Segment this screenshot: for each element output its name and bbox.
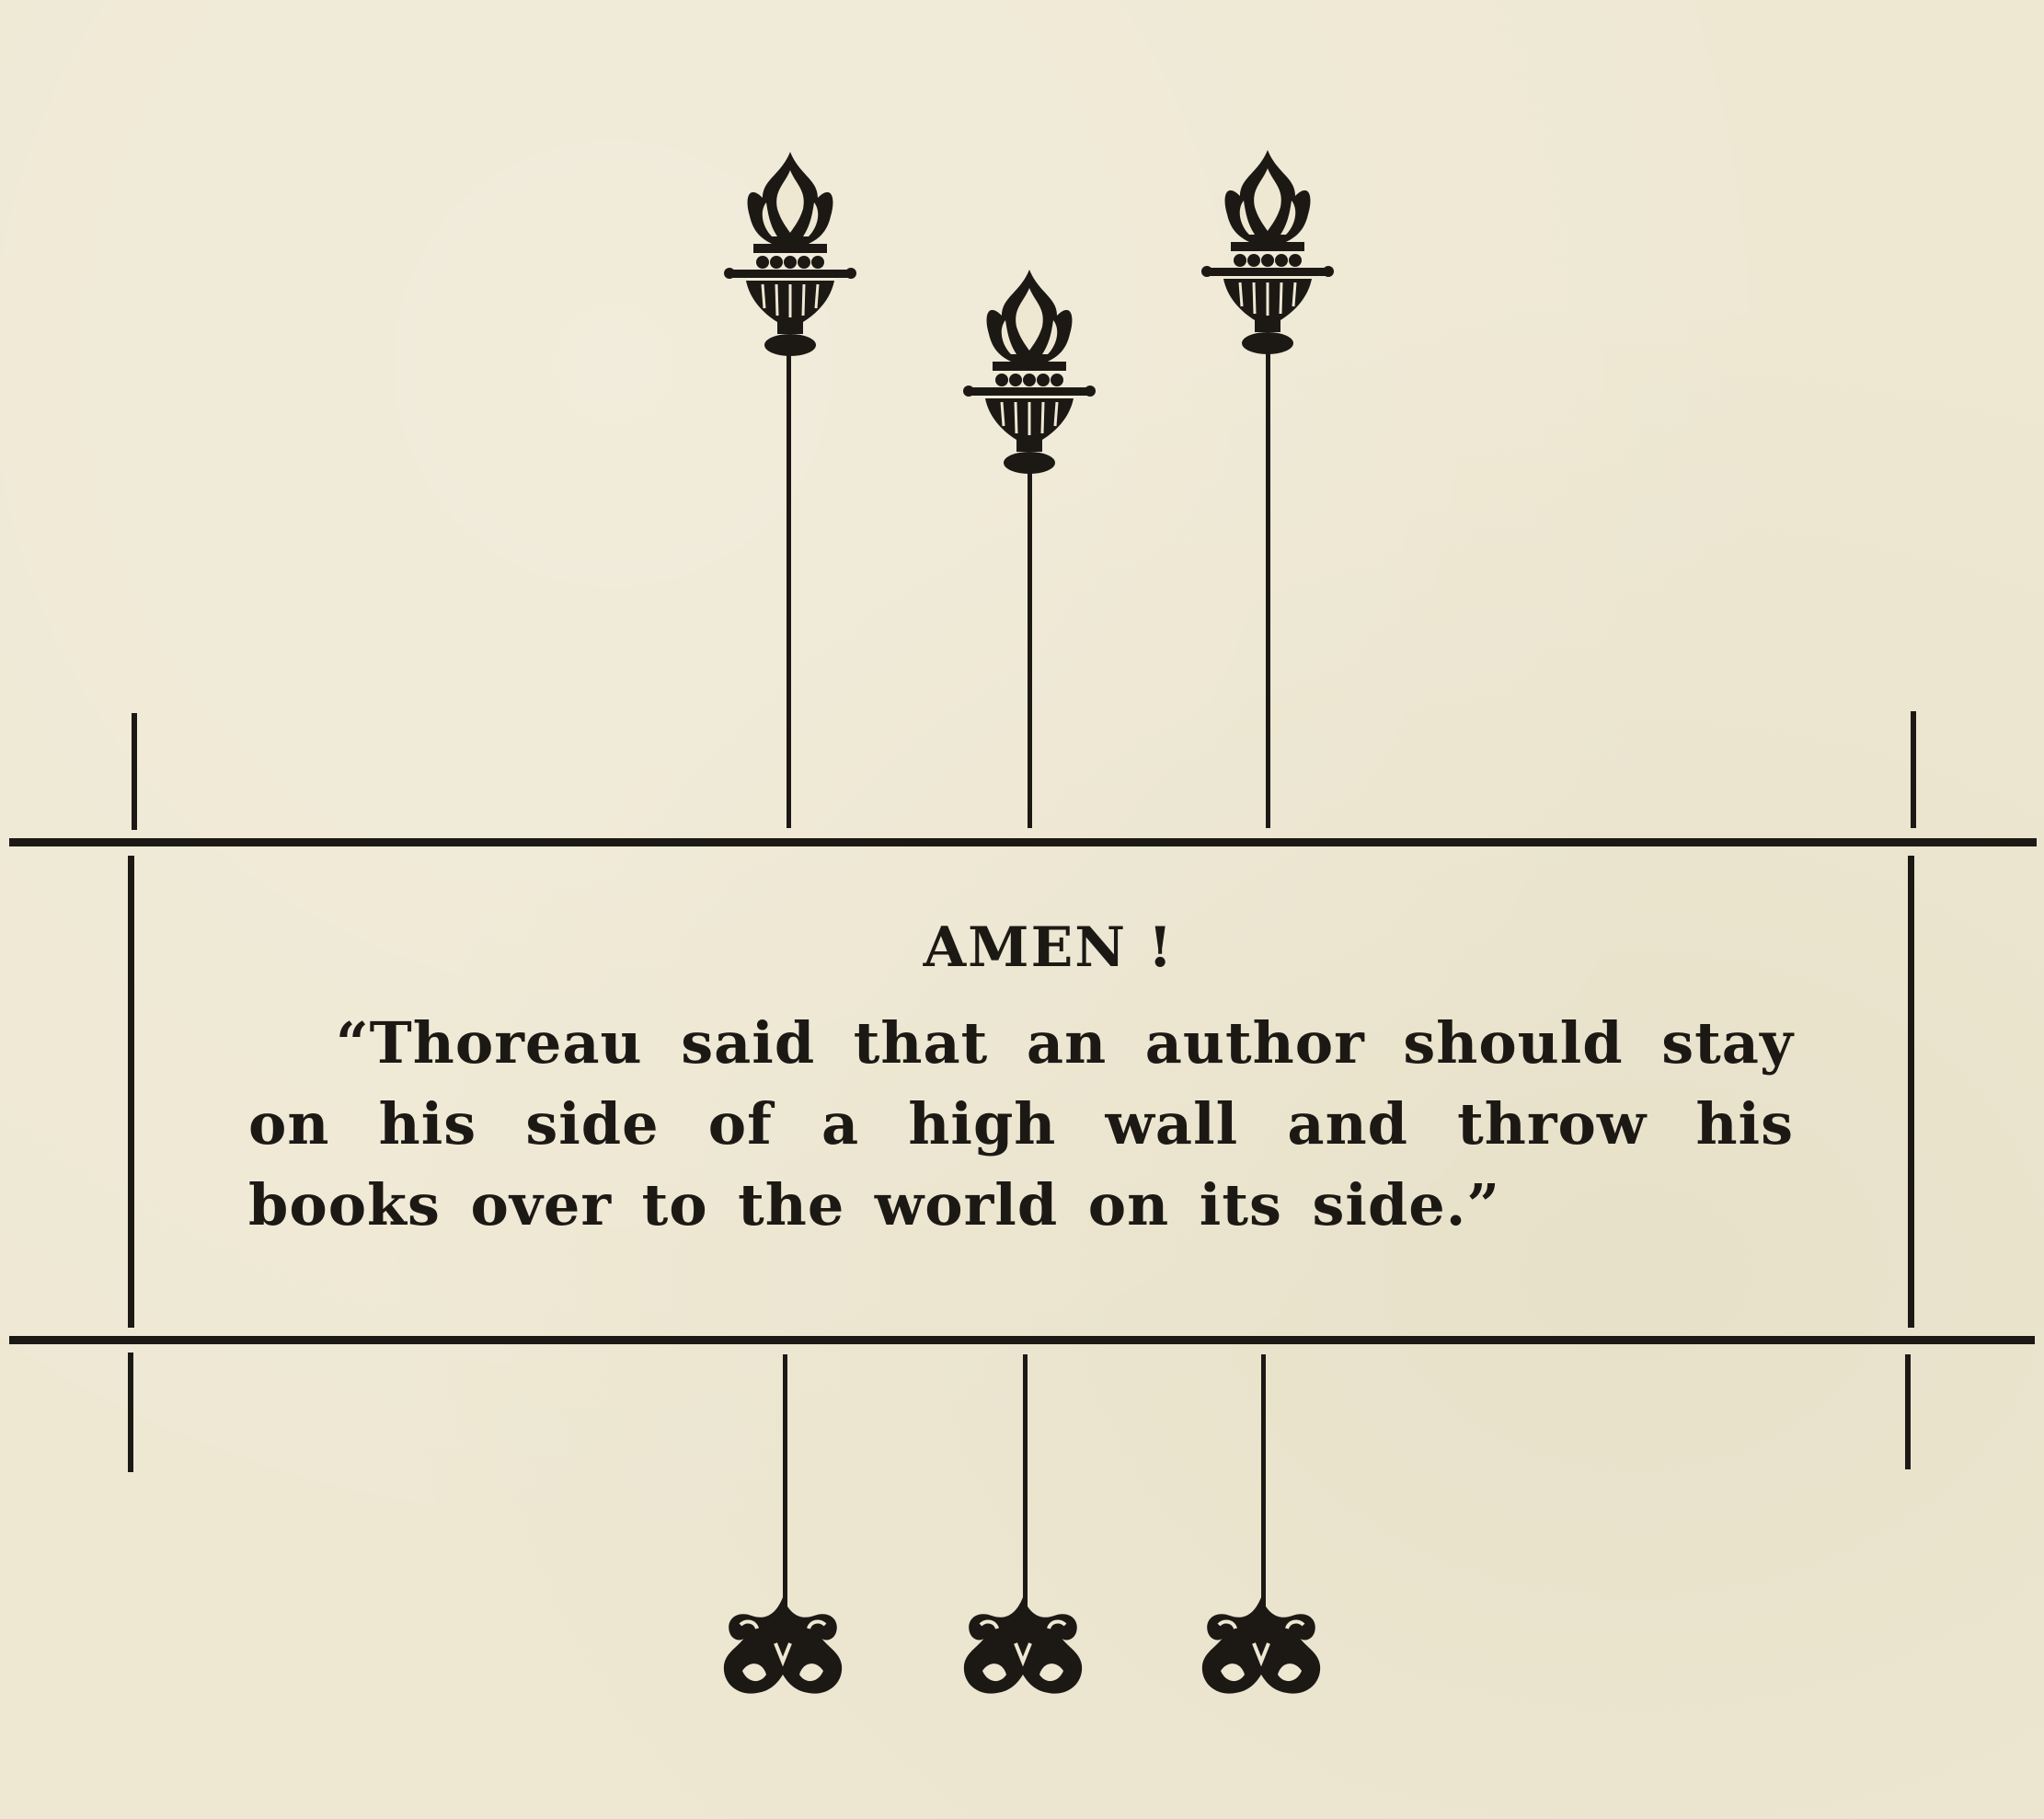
quote-card — [248, 915, 1794, 1246]
lily-icon-right — [1202, 1354, 1320, 1694]
torch-icon-center — [963, 270, 1096, 828]
torch-icon-left — [724, 152, 856, 828]
bottom-rule — [9, 1336, 2035, 1344]
lily-icon-left — [724, 1354, 842, 1694]
lily-icon-center — [964, 1354, 1082, 1694]
card-heading: AMEN ! — [923, 915, 1175, 980]
thoreau-quote: “Thoreau said that an author should stay on his side of a high wall and throw his books over to the world on its side.” — [248, 1009, 1794, 1238]
top-rule — [9, 838, 2037, 846]
torch-icon-right — [1201, 150, 1334, 828]
